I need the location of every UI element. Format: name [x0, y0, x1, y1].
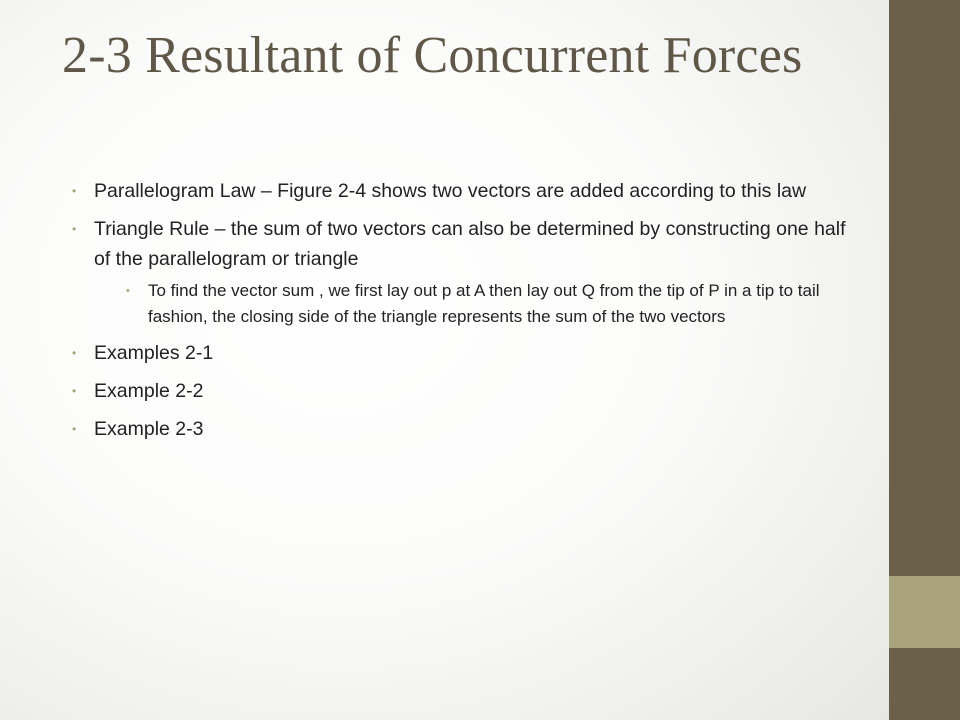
bullet-item-example-2-3 — [72, 414, 852, 444]
sub-bullet-marker: • — [126, 285, 130, 297]
slide-content — [72, 176, 852, 452]
bullet-list — [72, 176, 852, 444]
bullet-item-example-2-2 — [72, 376, 852, 406]
sub-bullet-text: To find the vector sum , we first lay out p at A then lay out Q from the tip of P in a tip to tail fashion, the closing side of the triangle represents the sum of the two vectors — [148, 281, 820, 326]
bullet-text: Parallelogram Law – Figure 2-4 shows two vectors are added according to this law — [94, 180, 807, 202]
bullet-marker: • — [72, 346, 77, 360]
bullet-marker: • — [72, 222, 77, 236]
slide-title: 2-3 Resultant of Concurrent Forces — [62, 27, 803, 84]
bullet-marker: • — [72, 422, 77, 436]
bullet-text: Example 2-2 — [94, 380, 204, 402]
bullet-item-triangle-rule — [72, 214, 852, 330]
sub-bullet-list — [94, 278, 852, 330]
bullet-text: Examples 2-1 — [94, 342, 214, 364]
sub-bullet-item-vector-sum — [126, 278, 852, 330]
bullet-item-parallelogram-law — [72, 176, 852, 206]
side-accent-block — [889, 576, 960, 648]
bullet-text: Triangle Rule – the sum of two vectors can also be determined by constructing one half of the parallelogram or triangle — [94, 218, 846, 270]
bullet-text: Example 2-3 — [94, 418, 204, 440]
bullet-marker: • — [72, 384, 77, 398]
bullet-marker: • — [72, 184, 77, 198]
bullet-item-examples-2-1 — [72, 338, 852, 368]
